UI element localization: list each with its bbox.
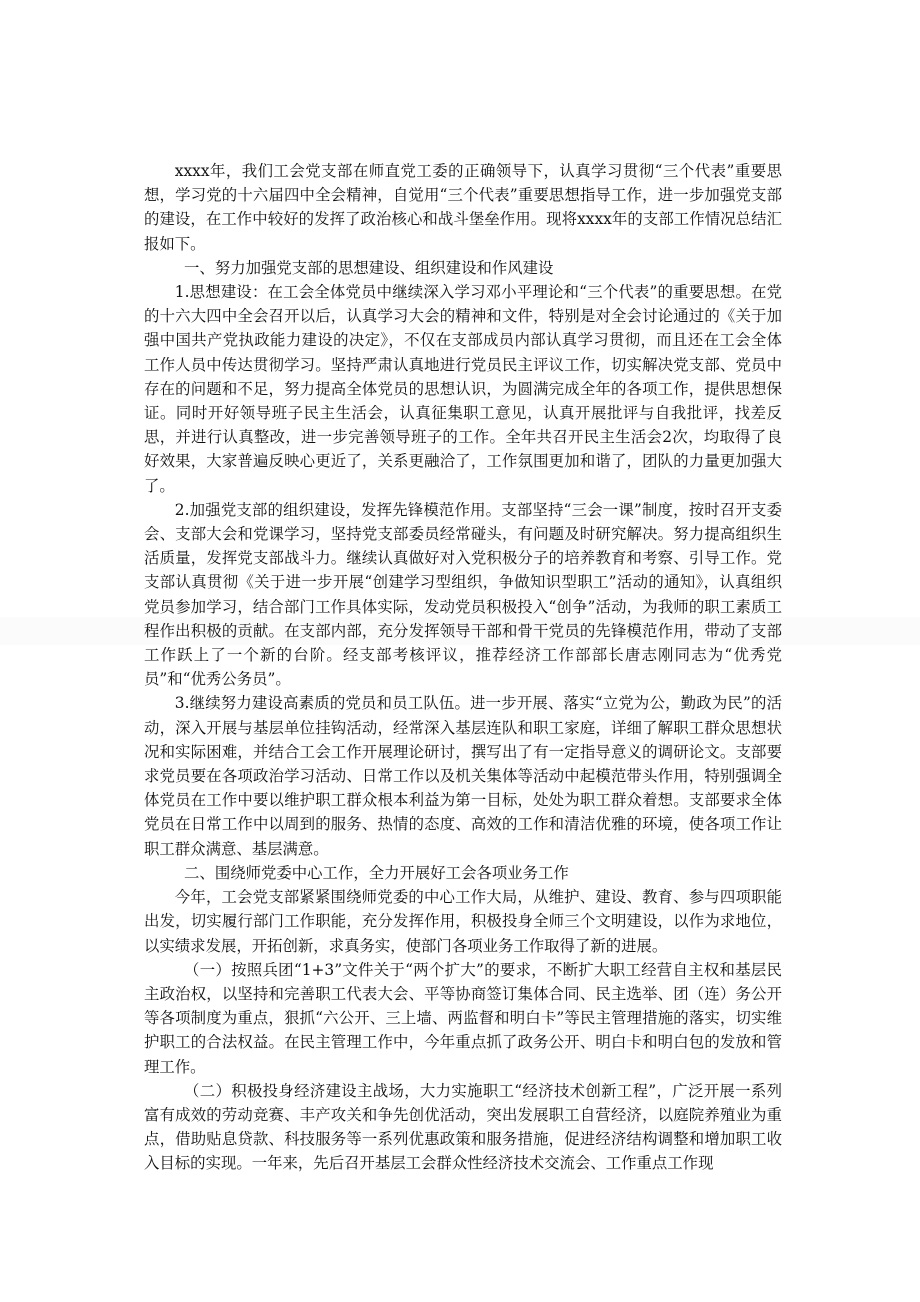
section-heading-1: 一、努力加强党支部的思想建设、组织建设和作风建设 — [184, 258, 554, 277]
paragraph-organization: 2.加强党支部的组织建设，发挥先锋模范作用。支部坚持“三会一课”制度，按时召开支委会、支部大会和党课学习，坚持党支部委员经常碰头，有问题及时研究解决。努力提高组织生活质量，发挥党支部战斗力。继续认真做好对入党积极分子的培养教育和考察、引导工作。党支部认真贯彻《关于进一步开展“创建学习型组织，争做知识型职工”活动的通知》，认真组织党员参加学习，结合部门工作具体实际，发动党员积极投入“创争”活动，为我师的职工素质工程作出积极的贡献。在支部内部，充分发挥领导干部和骨干党员的先锋模范作用，带动了支部工作跃上了一个新的台阶。经支部考核评议，推荐经济工作部部长唐志刚同志为“优秀党员”和“优秀公务员”。 — [144, 500, 782, 689]
paragraph-team-building: 3.继续努力建设高素质的党员和员工队伍。进一步开展、落实“立党为公，勤政为民”的活动，深入开展与基层单位挂钩活动，经常深入基层连队和职工家庭，详细了解职工群众思想状况和实际困难，并结合工会工作开展理论研讨，撰写出了有一定指导意义的调研论文。支部要求党员要在各项政治学习活动、日常工作以及机关集体等活动中起模范带头作用，特别强调全体党员在工作中要以维护职工群众根本利益为第一目标，处处为职工群众着想。支部要求全体党员在日常工作中以周到的服务、热情的态度、高效的工作和清洁优雅的环境，使各项工作让职工群众满意、基层满意。 — [144, 694, 782, 858]
intro-paragraph: xxxx年，我们工会党支部在师直党工委的正确领导下，认真学习贯彻“三个代表”重要思想，学习党的十六届四中全会精神，自觉用“三个代表”重要思想指导工作，进一步加强党支部的建设，在工作中较好的发挥了政治核心和战斗堡垒作用。现将xxxx年的支部工作情况总结汇报如下。 — [144, 162, 782, 253]
paragraph-item-2: （二）积极投身经济建设主战场，大力实施职工“经济技术创新工程”，广泛开展一系列富有成效的劳动竞赛、丰产攻关和争先创优活动，突出发展职工自营经济，以庭院养殖业为重点，借助贴息贷款、科技服务等一系列优惠政策和服务措施，促进经济结构调整和增加职工收入目标的实现。一年来，先后召开基层工会群众性经济技术交流会、工作重点工作现 — [144, 1081, 782, 1173]
section-heading-2: 二、围绕师党委中心工作，全力开展好工会各项业务工作 — [184, 863, 569, 882]
paragraph-this-year: 今年，工会党支部紧紧围绕师党委的中心工作大局，从维护、建设、教育、参与四项职能出发，切实履行部门工作职能，充分发挥作用，积极投身全师三个文明建设，以作为求地位，以实绩求发展，开拓创新，求真务实，使部门各项业务工作取得了新的进展。 — [144, 888, 782, 955]
paragraph-item-1: （一）按照兵团“1+3”文件关于“两个扩大”的要求，不断扩大职工经营自主权和基层民主政治权，以坚持和完善职工代表大会、平等协商签订集体合同、民主选举、团（连）务公开等各项制度为重点，狠抓“六公开、三上墙、两监督和明白卡”等民主管理措施的落实，切实维护职工的合法权益。在民主管理工作中，今年重点抓了政务公开、明白卡和明白包的发放和管理工作。 — [144, 960, 782, 1076]
document-body — [144, 159, 782, 1176]
paragraph-ideology: 1.思想建设：在工会全体党员中继续深入学习邓小平理论和“三个代表”的重要思想。在党的十六大四中全会召开以后，认真学习大会的精神和文件，特别是对全会讨论通过的《关于加强中国共产党执政能力建设的决定》，不仅在支部成员内部认真学习贯彻，而且还在工会全体工作人员中传达贯彻学习。坚持严肃认真地进行党员民主评议工作，切实解决党支部、党员中存在的问题和不足，努力提高全体党员的思想认识，为圆满完成全年的各项工作，提供思想保证。同时开好领导班子民主生活会，认真征集职工意见，认真开展批评与自我批评，找差反思，并进行认真整改，进一步完善领导班子的工作。全年共召开民主生活会2次，均取得了良好效果，大家普遍反映心更近了，关系更融洽了，工作氛围更加和谐了，团队的力量更加强大了。 — [144, 283, 782, 495]
